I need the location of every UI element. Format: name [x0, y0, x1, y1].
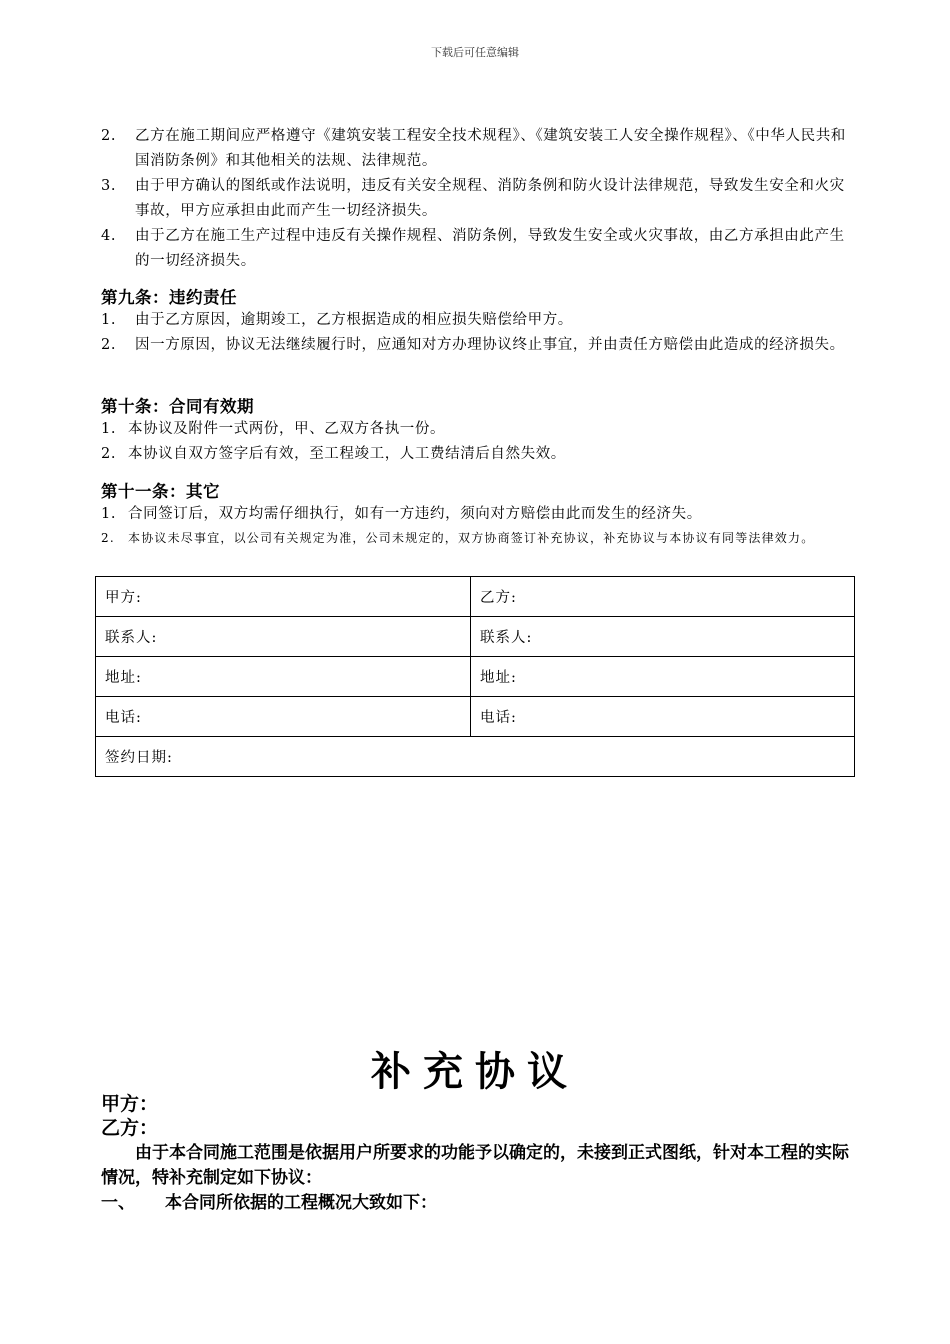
table-row — [96, 657, 855, 697]
supplement-intro — [101, 1141, 853, 1191]
phone-a-cell[interactable]: 电话: — [96, 697, 471, 737]
party-b-cell[interactable]: 乙方: — [471, 577, 855, 617]
item-text: 本协议未尽事宜，以公司有关规定为准，公司未规定的，双方协商签订补充协议，补充协议与本协议有同等法律效力。 — [128, 531, 815, 545]
item-number: 2. — [101, 337, 117, 353]
supplement-point-1 — [101, 1191, 853, 1216]
table-row — [96, 697, 855, 737]
item-text: 本协议自双方签字后有效，至工程竣工，人工费结清后自然失效。 — [128, 446, 566, 462]
list-item — [101, 308, 853, 333]
supplement-intro-text: 由于本合同施工范围是依据用户所要求的功能予以确定的，未接到正式图纸，针对本工程的实际情况，特补充制定如下协议： — [101, 1143, 849, 1188]
sign-date-cell[interactable]: 签约日期: — [96, 737, 855, 777]
item-number: 2. — [101, 128, 117, 144]
list-item — [101, 124, 853, 174]
item-number: 2. — [101, 446, 117, 462]
supplement-title: 补充协议 — [371, 1049, 579, 1095]
signature-table — [95, 576, 855, 777]
point-text: 本合同所依据的工程概况大致如下： — [165, 1193, 437, 1213]
item-text: 本协议及附件一式两份，甲、乙双方各执一份。 — [128, 421, 446, 437]
item-text: 因一方原因，协议无法继续履行时，应通知对方办理协议终止事宜，并由责任方赔偿由此造成的经济损失。 — [135, 337, 845, 353]
list-item — [101, 526, 853, 551]
item-text: 由于乙方在施工生产过程中违反有关操作规程、消防条例，导致发生安全或火灾事故，由乙方承担由此产生的一切经济损失。 — [135, 228, 845, 269]
party-a-cell[interactable]: 甲方: — [96, 577, 471, 617]
article-9-heading: 第九条：违约责任 — [101, 288, 237, 307]
item-number: 2. — [101, 531, 115, 545]
table-row — [96, 617, 855, 657]
supplement-party-a: 甲方： — [101, 1093, 159, 1115]
item-text: 合同签订后，双方均需仔细执行，如有一方违约，须向对方赔偿由此而发生的经济失。 — [128, 506, 702, 522]
item-number: 4. — [101, 228, 117, 244]
table-row — [96, 577, 855, 617]
list-item — [101, 417, 853, 442]
contact-b-cell[interactable]: 联系人: — [471, 617, 855, 657]
item-text: 由于甲方确认的图纸或作法说明，违反有关安全规程、消防条例和防火设计法律规范，导致发生安全和火灾事故，甲方应承担由此而产生一切经济损失。 — [135, 178, 845, 219]
item-number: 1. — [101, 421, 117, 437]
list-item — [101, 224, 853, 274]
item-text: 乙方在施工期间应严格遵守《建筑安装工程安全技术规程》、《建筑安装工人安全操作规程》、《中华人民共和国消防条例》和其他相关的法规、法律规范。 — [135, 128, 846, 169]
item-number: 3. — [101, 178, 117, 194]
point-number: 一、 — [101, 1193, 135, 1213]
article-10-heading: 第十条：合同有效期 — [101, 397, 254, 416]
list-item — [101, 174, 853, 224]
item-text: 由于乙方原因，逾期竣工，乙方根据造成的相应损失赔偿给甲方。 — [135, 312, 573, 328]
list-item — [101, 502, 853, 527]
item-number: 1. — [101, 312, 117, 328]
table-row — [96, 737, 855, 777]
list-item — [101, 333, 853, 358]
list-item — [101, 442, 853, 467]
page-header-note: 下载后可任意编辑 — [431, 46, 519, 59]
article-11-heading: 第十一条：其它 — [101, 482, 220, 501]
address-a-cell[interactable]: 地址: — [96, 657, 471, 697]
item-number: 1. — [101, 506, 117, 522]
address-b-cell[interactable]: 地址: — [471, 657, 855, 697]
contact-a-cell[interactable]: 联系人: — [96, 617, 471, 657]
supplement-party-b: 乙方： — [101, 1117, 159, 1139]
phone-b-cell[interactable]: 电话: — [471, 697, 855, 737]
